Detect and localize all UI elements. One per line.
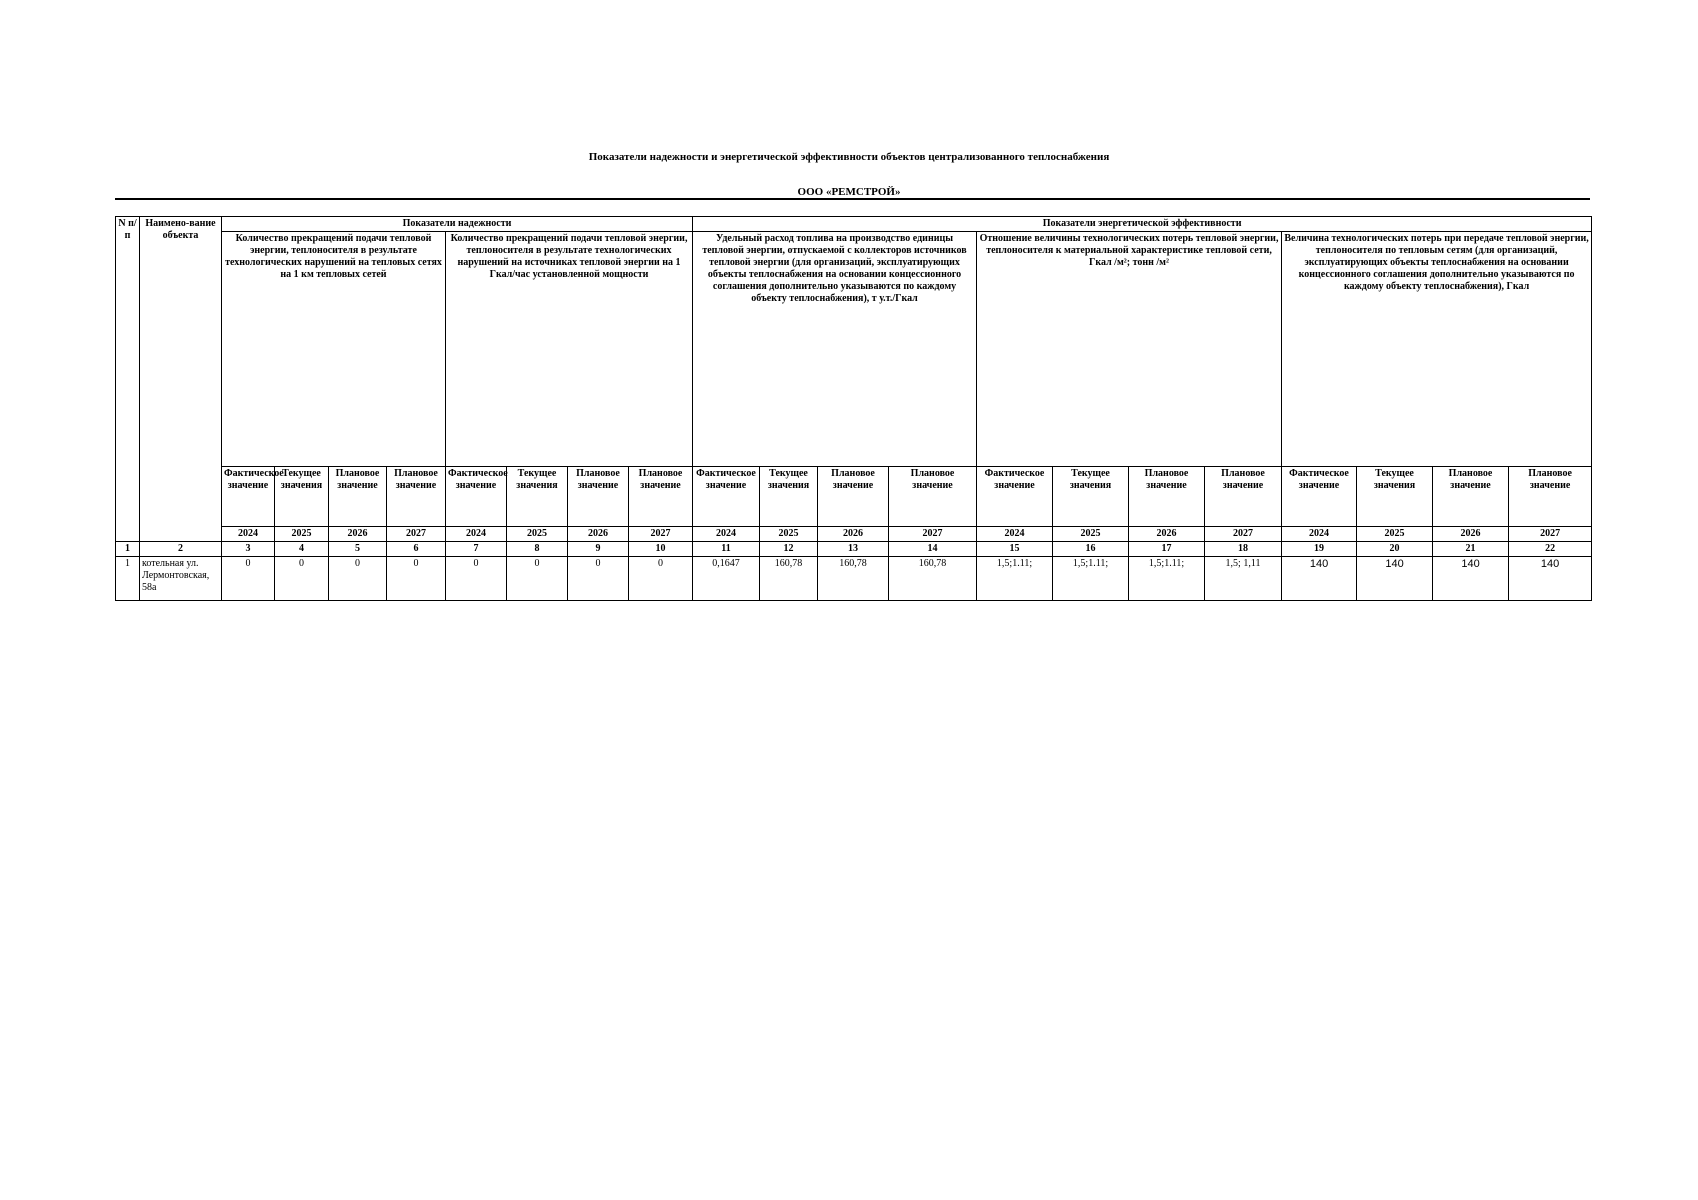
subheader-network-interruptions: Количество прекращений подачи тепловой энергии, теплоносителя в результате технологических нарушений на тепловых сетях на 1 км тепловых сетей [222, 232, 446, 467]
value-cell: 1,5; 1,11 [1205, 557, 1282, 601]
value-cell: 0 [222, 557, 275, 601]
column-number: 21 [1433, 542, 1509, 557]
year-cell: 2026 [1433, 527, 1509, 542]
value-cell: 0 [329, 557, 387, 601]
column-number: 17 [1129, 542, 1205, 557]
object-name: котельная ул. Лермонтовская, 58а [140, 557, 222, 601]
value-type: Текущее значения [1053, 467, 1129, 527]
year-cell: 2025 [760, 527, 818, 542]
year-cell: 2027 [1509, 527, 1592, 542]
value-type: Фактическое значение [977, 467, 1053, 527]
header-rule [115, 198, 1590, 200]
year-cell: 2027 [629, 527, 693, 542]
value-cell: 1,5;1.11; [1129, 557, 1205, 601]
year-cell: 2024 [1282, 527, 1357, 542]
column-number: 3 [222, 542, 275, 557]
year-cell: 2025 [1357, 527, 1433, 542]
column-number: 20 [1357, 542, 1433, 557]
year-cell: 2026 [818, 527, 889, 542]
value-type: Плановое значение [629, 467, 693, 527]
organization-name: ООО «РЕМСТРОЙ» [797, 186, 901, 198]
year-cell: 2025 [1053, 527, 1129, 542]
value-cell: 0 [387, 557, 446, 601]
year-cell: 2026 [568, 527, 629, 542]
column-number: 7 [446, 542, 507, 557]
year-cell: 2027 [889, 527, 977, 542]
value-type: Фактическое значение [1282, 467, 1357, 527]
header-object-name: Наимено-вание объекта [140, 217, 222, 542]
year-cell: 2024 [693, 527, 760, 542]
value-cell: 160,78 [760, 557, 818, 601]
value-type: Плановое значение [568, 467, 629, 527]
value-cell: 0,1647 [693, 557, 760, 601]
year-cell: 2027 [1205, 527, 1282, 542]
value-type: Плановое значение [1205, 467, 1282, 527]
value-cell: 160,78 [818, 557, 889, 601]
value-cell: 0 [446, 557, 507, 601]
value-type: Плановое значение [1433, 467, 1509, 527]
document-title: Показатели надежности и энергетической эффективности объектов централизованного теплоснабжения [588, 151, 1110, 163]
year-cell: 2025 [275, 527, 329, 542]
header-n: N п/п [116, 217, 140, 542]
value-cell: 140 [1509, 557, 1592, 601]
value-type: Фактическое значение [222, 467, 275, 527]
subheader-fuel-consumption: Удельный расход топлива на производство единицы тепловой энергии, отпускаемой с коллекторов источников тепловой энергии (для организаций, эксплуатирующих объекты теплоснабжения на основании концессионного соглашения дополнительно указываются по каждому объекту теплоснабжения), т у.т./Гкал [693, 232, 977, 467]
indicators-table [115, 216, 1592, 601]
column-number: 15 [977, 542, 1053, 557]
group-reliability: Показатели надежности [222, 217, 693, 232]
year-cell: 2024 [222, 527, 275, 542]
value-type: Текущее значения [1357, 467, 1433, 527]
year-cell: 2024 [977, 527, 1053, 542]
group-efficiency: Показатели энергетической эффективности [693, 217, 1592, 232]
value-type: Фактическое значение [446, 467, 507, 527]
value-type: Плановое значение [387, 467, 446, 527]
column-number: 6 [387, 542, 446, 557]
value-type: Текущее значения [507, 467, 568, 527]
column-number: 2 [140, 542, 222, 557]
value-cell: 0 [275, 557, 329, 601]
value-cell: 0 [507, 557, 568, 601]
value-cell: 160,78 [889, 557, 977, 601]
value-type: Плановое значение [329, 467, 387, 527]
column-number: 14 [889, 542, 977, 557]
column-number: 11 [693, 542, 760, 557]
year-cell: 2027 [387, 527, 446, 542]
year-cell: 2025 [507, 527, 568, 542]
column-number: 19 [1282, 542, 1357, 557]
column-number: 8 [507, 542, 568, 557]
value-type: Плановое значение [1509, 467, 1592, 527]
value-type: Текущее значения [275, 467, 329, 527]
subheader-source-interruptions: Количество прекращений подачи тепловой энергии, теплоносителя в результате технологических нарушений на источниках тепловой энергии на 1 Гкал/час установленной мощности [446, 232, 693, 467]
value-cell: 0 [568, 557, 629, 601]
year-cell: 2026 [329, 527, 387, 542]
value-cell: 140 [1433, 557, 1509, 601]
value-cell: 1,5;1.11; [1053, 557, 1129, 601]
column-number: 9 [568, 542, 629, 557]
year-cell: 2026 [1129, 527, 1205, 542]
value-cell: 0 [629, 557, 693, 601]
value-type: Текущее значения [760, 467, 818, 527]
column-number: 22 [1509, 542, 1592, 557]
value-cell: 140 [1357, 557, 1433, 601]
value-type: Плановое значение [818, 467, 889, 527]
value-type: Плановое значение [1129, 467, 1205, 527]
column-number: 18 [1205, 542, 1282, 557]
subheader-transmission-losses: Величина технологических потерь при передаче тепловой энергии, теплоносителя по тепловым сетям (для организаций, эксплуатирующих объекты теплоснабжения на основании концессионного соглашения дополнительно указываются по каждому объекту теплоснабжения), Гкал [1282, 232, 1592, 467]
column-number: 5 [329, 542, 387, 557]
value-cell: 1,5;1.11; [977, 557, 1053, 601]
column-number: 12 [760, 542, 818, 557]
column-number: 10 [629, 542, 693, 557]
row-number: 1 [116, 557, 140, 601]
value-cell: 140 [1282, 557, 1357, 601]
subheader-loss-ratio: Отношение величины технологических потерь тепловой энергии, теплоносителя к материальной характеристике тепловой сети, Гкал /м²; тонн /м² [977, 232, 1282, 467]
year-cell: 2024 [446, 527, 507, 542]
value-type: Фактическое значение [693, 467, 760, 527]
column-number: 4 [275, 542, 329, 557]
column-number: 16 [1053, 542, 1129, 557]
table-row [116, 557, 1592, 601]
column-number: 1 [116, 542, 140, 557]
value-type: Плановое значение [889, 467, 977, 527]
column-number: 13 [818, 542, 889, 557]
